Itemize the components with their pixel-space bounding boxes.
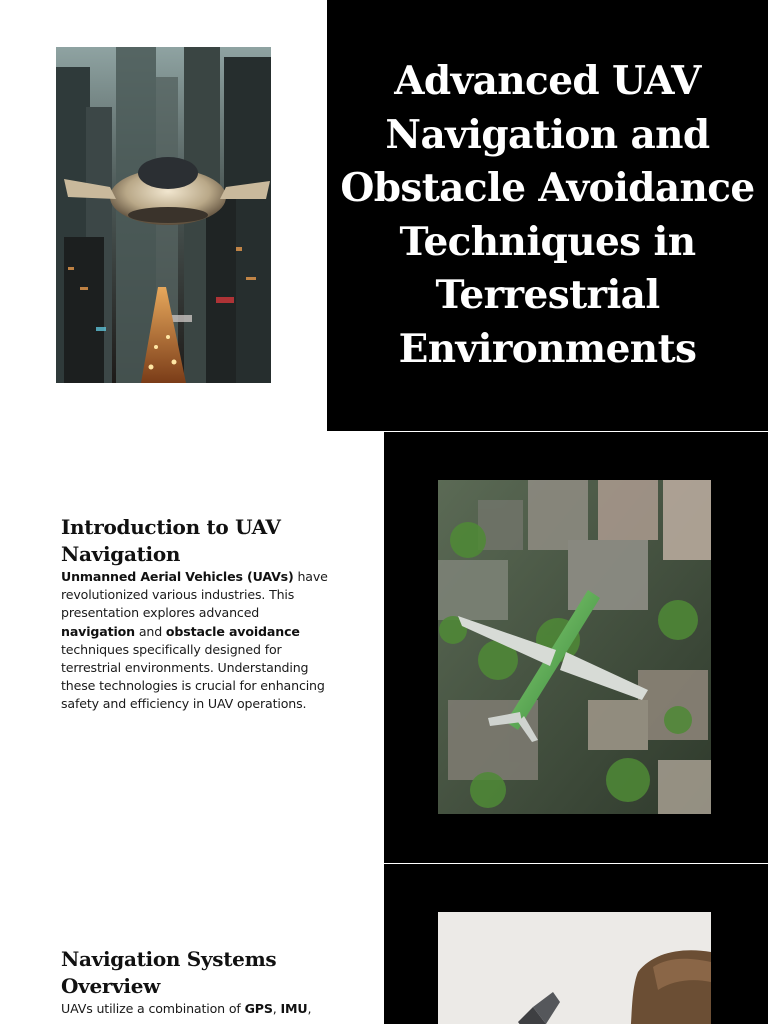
presentation-title: Advanced UAV Navigation and Obstacle Avoidance Techniques in Terrestrial Environments — [340, 58, 755, 372]
body-segment-bold: Unmanned Aerial Vehicles (UAVs) — [61, 569, 294, 584]
navigation-overview-slide — [0, 864, 768, 1024]
flying-car-city-image — [56, 47, 271, 383]
body-segment: , — [272, 1001, 281, 1016]
slide-body-text — [61, 568, 333, 714]
title-slide — [0, 0, 768, 431]
intro-slide — [0, 432, 768, 863]
slide-heading: Navigation Systems Overview — [61, 947, 277, 998]
body-segment: , — [307, 1001, 312, 1016]
slide-body-text — [61, 1000, 333, 1018]
body-segment: have revolutionized various industries. This presentation explores advanced — [61, 569, 328, 621]
slide-heading: Introduction to UAV Navigation — [61, 515, 281, 566]
body-segment-bold: obstacle avoidance — [165, 623, 300, 639]
body-segment-bold: IMU — [280, 1001, 308, 1016]
airplane-over-green-city-image — [438, 480, 711, 814]
hand-holding-drone-image — [438, 912, 711, 1024]
body-segment: techniques specifically designed for terrestrial environments. Understanding these technologies is crucial for enhancing safety and efficiency in UAV operations. — [61, 641, 325, 712]
body-segment: UAVs utilize a combination of — [61, 1001, 245, 1016]
body-segment: and — [134, 623, 166, 639]
body-segment-bold: navigation — [61, 623, 135, 639]
body-segment-bold: GPS — [244, 1001, 273, 1016]
